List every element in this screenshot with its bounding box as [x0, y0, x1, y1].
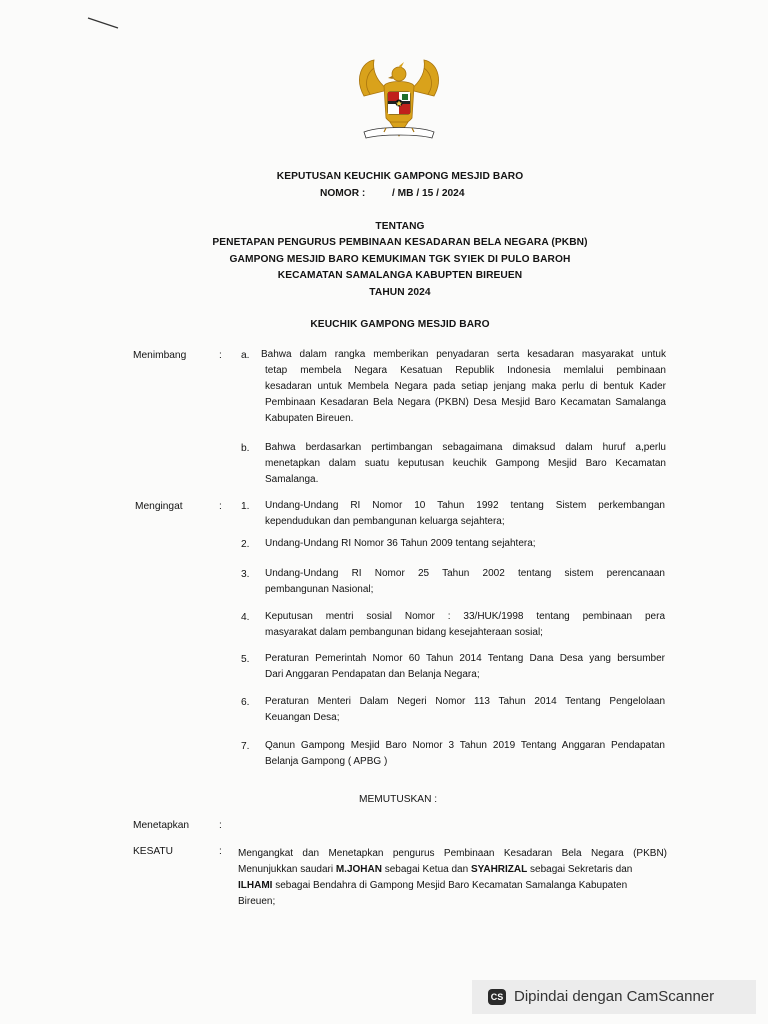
menetapkan-label: Menetapkan [133, 820, 190, 831]
menimbang-label: Menimbang [133, 350, 187, 361]
decree-number [320, 188, 464, 199]
text-line: Undang-Undang RI Nomor 10 Tahun 1992 tentang Sistem perkembangan [265, 500, 665, 511]
mengingat-3-text [265, 566, 665, 598]
mengingat-3-marker: 3. [241, 569, 250, 580]
text-line: pembangunan Nasional; [265, 584, 374, 595]
mengingat-label: Mengingat [135, 501, 183, 512]
text-line: Peraturan Menteri Dalam Negeri Nomor 113 Tahun 2014 Tentang Pengelolaan [265, 696, 665, 707]
mengingat-colon: : [219, 501, 222, 512]
camscanner-watermark [472, 980, 756, 1014]
text-line: Keuangan Desa; [265, 712, 340, 723]
garuda-emblem-icon [344, 56, 454, 146]
kesatu-colon: : [219, 846, 222, 857]
decree-year: TAHUN 2024 [369, 287, 431, 298]
memutuskan-heading: MEMUTUSKAN : [359, 794, 438, 805]
text-line: Undang-Undang RI Nomor 25 Tahun 2002 tentang sistem perencanaan [265, 568, 665, 579]
text-line: tetap membela Negara Kesatuan Republik Indonesia memlalui pembinaan [265, 365, 666, 376]
menimbang-b-text [265, 440, 666, 488]
text-line: Undang-Undang RI Nomor 36 Tahun 2009 tentang sejahtera; [265, 538, 536, 549]
mengingat-7-text [265, 738, 665, 770]
text-line [238, 862, 667, 878]
subject-line-1: PENETAPAN PENGURUS PEMBINAAN KESADARAN BELA NEGARA (PKBN) [212, 237, 588, 248]
mengingat-1-text [265, 498, 665, 530]
sekretaris-name: SYAHRIZAL [470, 864, 528, 875]
kesatu-label: KESATU [133, 846, 174, 857]
text-line: Qanun Gampong Mesjid Baro Nomor 3 Tahun 2019 Tentang Anggaran Pendapatan [265, 740, 665, 751]
mengingat-4-text [265, 609, 665, 641]
text-line: kesadaran untuk Membela Negara pada setiap jenjang maka perlu di bentuk Kader [265, 381, 666, 392]
kesatu-text [238, 846, 667, 910]
decree-number-label: NOMOR : [320, 188, 366, 199]
decree-number-value: / MB / 15 / 2024 [392, 188, 465, 199]
mengingat-5-text [265, 651, 665, 683]
menetapkan-colon: : [219, 820, 222, 831]
menimbang-b-marker: b. [241, 443, 250, 454]
text-fragment: sebagai Ketua dan [381, 864, 471, 875]
text-line: Bahwa berdasarkan pertimbangan sebagaimana dimaksud dalam huruf a,perlu [265, 442, 666, 453]
mengingat-5-marker: 5. [241, 654, 250, 665]
subject-line-2: GAMPONG MESJID BARO KEMUKIMAN TGK SYIEK DI PULO BAROH [229, 254, 571, 265]
text-line: Keputusan mentri sosial Nomor : 33/HUK/1998 tentang pembinaan pera [265, 611, 665, 622]
menimbang-a-marker: a. [241, 350, 250, 361]
tentang-heading: TENTANG [375, 221, 425, 232]
text-line: Pembinaan Kesadaran Bela Negara (PKBN) Desa Mesjid Baro Kecamatan Samalanga [265, 397, 666, 408]
text-fragment: sebagai Bendahra di Gampong Mesjid Baro Kecamatan Samalanga Kabupaten [272, 880, 628, 891]
text-line: Peraturan Pemerintah Nomor 60 Tahun 2014 Tentang Dana Desa yang bersumber [265, 653, 665, 664]
mengingat-2-marker: 2. [241, 539, 250, 550]
menimbang-a-text [261, 347, 666, 427]
mengingat-4-marker: 4. [241, 612, 250, 623]
text-line: Kabupaten Bireuen. [265, 413, 354, 424]
text-line: Mengangkat dan Menetapkan pengurus Pembinaan Kesadaran Bela Negara (PKBN) [238, 848, 667, 859]
text-line: masyarakat dalam pembangunan bidang kesejahteraan sosial; [265, 627, 543, 638]
camscanner-logo-icon: CS [488, 989, 506, 1005]
mengingat-6-marker: 6. [241, 697, 250, 708]
ketua-name: M.JOHAN [335, 864, 382, 875]
bendahara-name: ILHAMI [238, 880, 273, 891]
text-line: Samalanga. [265, 474, 319, 485]
text-line: Bahwa dalam rangka memberikan penyadaran serta kesadaran masyarakat untuk [261, 349, 666, 360]
text-line [238, 878, 667, 894]
mengingat-2-text [265, 536, 665, 552]
menimbang-colon: : [219, 350, 222, 361]
pen-stroke-mark [86, 14, 120, 32]
text-fragment: Menunjukkan saudari [238, 864, 336, 875]
subject-line-3: KECAMATAN SAMALANGA KABUPTEN BIREUEN [277, 270, 523, 281]
mengingat-1-marker: 1. [241, 501, 250, 512]
decree-title: KEPUTUSAN KEUCHIK GAMPONG MESJID BARO [276, 171, 524, 182]
authority-heading: KEUCHIK GAMPONG MESJID BARO [310, 319, 490, 330]
text-line: menetapkan dalam suatu keputusan keuchik Gampong Mesjid Baro Kecamatan [265, 458, 666, 469]
text-fragment: sebagai Sekretaris dan [527, 864, 633, 875]
text-line: Belanja Gampong ( APBG ) [265, 756, 388, 767]
text-line: Bireuen; [238, 896, 276, 907]
text-line: kependudukan dan pembangunan keluarga sejahtera; [265, 516, 505, 527]
camscanner-text: Dipindai dengan CamScanner [514, 988, 715, 1005]
mengingat-6-text [265, 694, 665, 726]
text-line: Dari Anggaran Pendapatan dan Belanja Negara; [265, 669, 480, 680]
mengingat-7-marker: 7. [241, 741, 250, 752]
